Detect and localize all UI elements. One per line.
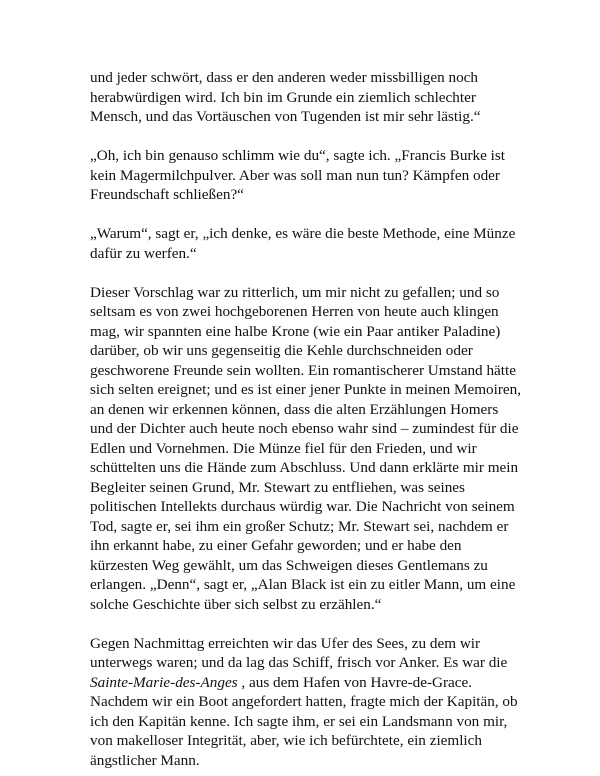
text-line: kürzesten Weg gewählt, um das Schweigen dieses Gentlemans zu <box>90 556 488 574</box>
ship-name: Sainte-Marie-des-Anges <box>90 673 238 691</box>
text-line-rest: , aus dem Hafen von Havre-de-Grace. <box>237 673 473 691</box>
text-line: Dieser Vorschlag war zu ritterlich, um mir nicht zu gefallen; und so <box>90 283 500 301</box>
paragraph-1 <box>90 68 550 127</box>
text-line: solche Geschichte über sich selbst zu erzählen.“ <box>90 595 382 613</box>
text-line: „Oh, ich bin genauso schlimm wie du“, sagte ich. „Francis Burke ist <box>90 147 506 164</box>
text-line: Freundschaft schließen?“ <box>90 186 244 203</box>
paragraph-4 <box>90 283 550 615</box>
text-line: geschworene Freunde sein wollten. Ein romantischerer Umstand hätte <box>90 361 516 379</box>
text-line: sich selten ereignet; und es ist einer jener Punkte in meinen Memoiren, <box>90 381 522 398</box>
text-line: Gegen Nachmittag erreichten wir das Ufer des Sees, zu dem wir <box>90 634 481 652</box>
text-line: unterwegs waren; und da lag das Schiff, frisch vor Anker. Es war die <box>90 654 508 671</box>
text-line: politischen Intellekts durchaus würdig war. Die Nachricht von seinem <box>90 498 515 515</box>
text-line: und der Dichter auch heute noch ebenso wahr sind – zumindest für die <box>90 420 519 437</box>
text-line: kein Magermilchpulver. Aber was soll man nun tun? Kämpfen oder <box>90 166 500 184</box>
paragraph-5 <box>90 634 550 771</box>
body-text <box>90 68 550 770</box>
text-line: Edlen und Vornehmen. Die Münze fiel für den Frieden, und wir <box>90 439 477 457</box>
text-line: schüttelten uns die Hände zum Abschluss. Und dann erklärte mir mein <box>90 459 519 476</box>
text-line: herabwürdigen wird. Ich bin im Grunde ein ziemlich schlechter <box>90 88 476 106</box>
text-line: darüber, ob wir uns gegenseitig die Kehle durchschneiden oder <box>90 342 473 359</box>
text-line: dafür zu werfen.“ <box>90 244 197 262</box>
text-line: ich den Kapitän kenne. Ich sagte ihm, er sei ein Landsmann von mir, <box>90 712 508 730</box>
text-line: an denen wir erkennen können, dass die alten Erzählungen Homers <box>90 400 499 418</box>
text-line: und jeder schwört, dass er den anderen weder missbilligen noch <box>90 69 479 86</box>
text-line: mag, wir spannten eine halbe Krone (wie ein Paar antiker Paladine) <box>90 322 501 340</box>
paragraph-3 <box>90 224 550 263</box>
text-line: „Warum“, sagt er, „ich denke, es wäre die beste Methode, eine Münze <box>90 225 516 242</box>
text-line: seltsam es von zwei hochgeborenen Herren von heute auch klingen <box>90 303 499 320</box>
text-line: Nachdem wir ein Boot angefordert hatten, fragte mich der Kapitän, ob <box>90 693 518 710</box>
text-line: Mensch, und das Vortäuschen von Tugenden ist mir sehr lästig.“ <box>90 108 481 125</box>
text-line: Begleiter seinen Grund, Mr. Stewart zu entfliehen, was seines <box>90 478 465 496</box>
text-line: erlangen. „Denn“, sagt er, „Alan Black ist ein zu eitler Mann, um eine <box>90 576 516 593</box>
text-line: ihn erkannt habe, zu einer Gefahr geworden; und er habe den <box>90 537 462 554</box>
text-line: von makelloser Integrität, aber, wie ich befürchtete, ein ziemlich <box>90 732 482 749</box>
paragraph-2 <box>90 146 550 205</box>
text-line <box>90 673 550 693</box>
text-line: ängstlicher Mann. <box>90 751 200 769</box>
text-line: Tod, sagte er, sei ihm ein großer Schutz; Mr. Stewart sei, nachdem er <box>90 517 509 535</box>
